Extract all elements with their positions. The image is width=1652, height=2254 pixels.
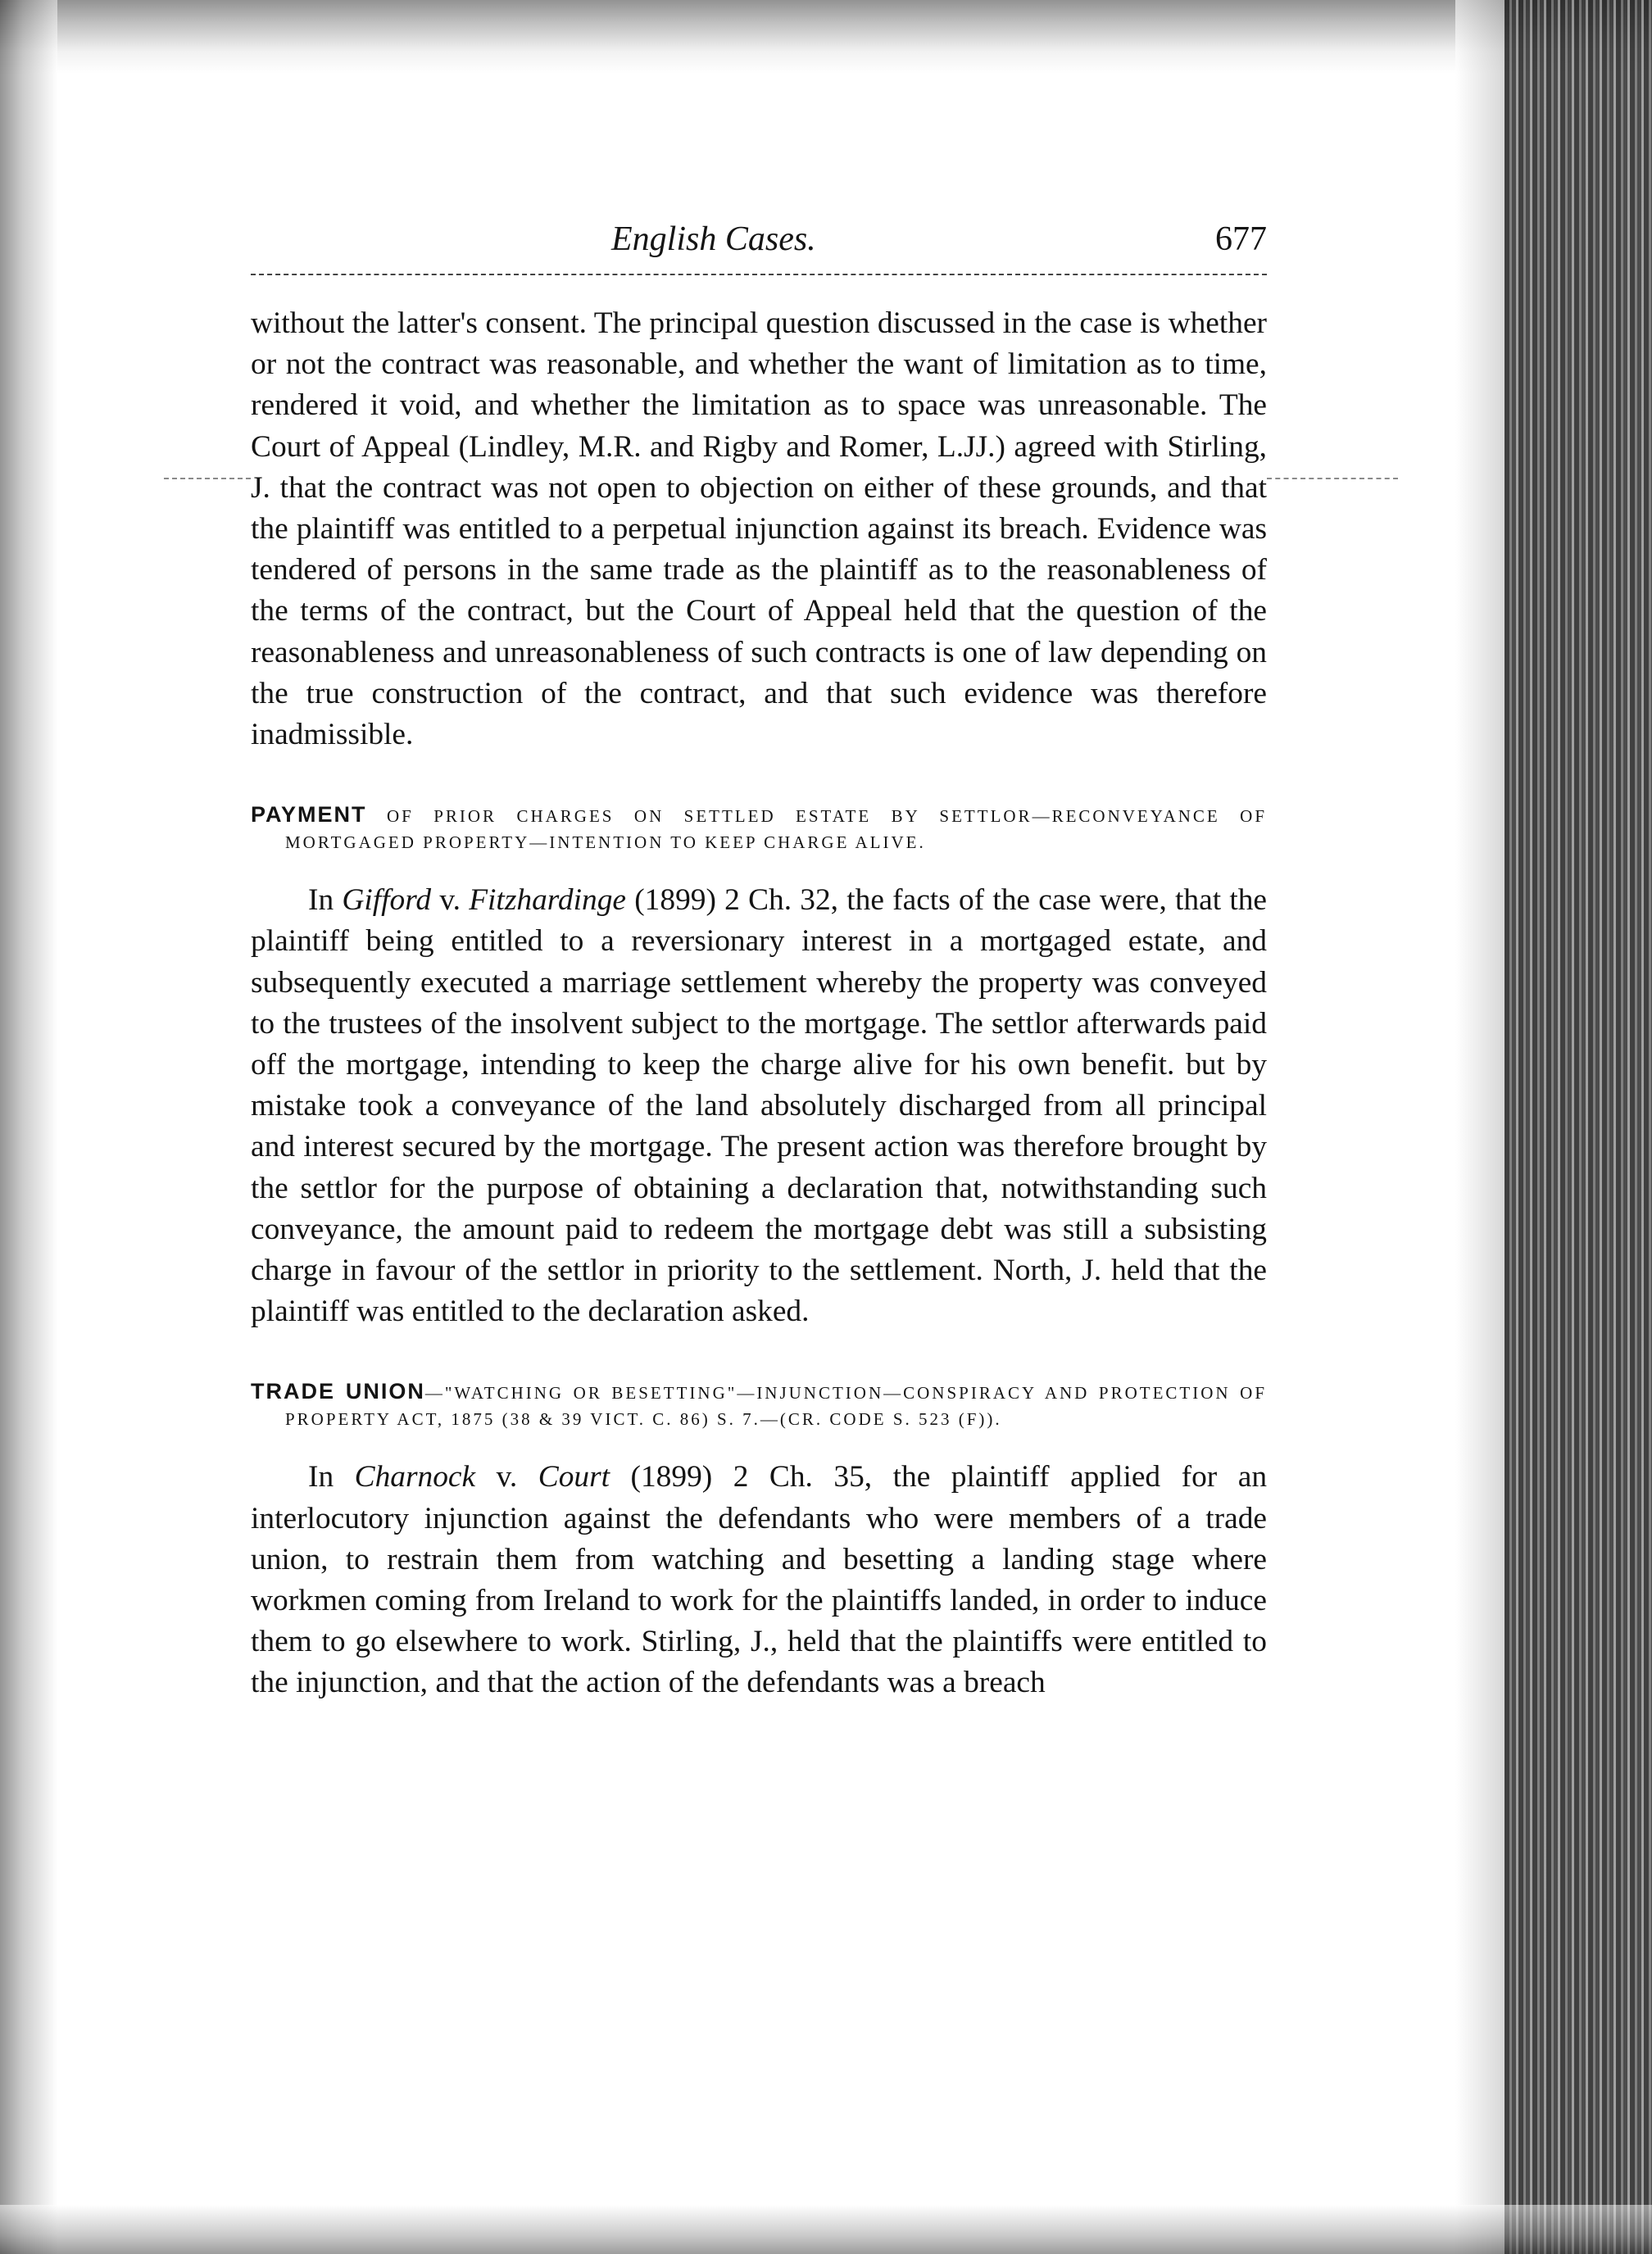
scan-edge-left: [0, 0, 57, 2254]
text-run: (1899) 2 Ch. 35, the plaintiff applied for an interlocutory injunction against the defendants who were members of a trade union, to restrain them from watching and besetting a landing stage where workmen coming from Ireland to work for the plaintiffs landed, in order to induce them to go elsewhere to work. Stirling, J., held that the plaintiffs were entitled to the injunction, and that the action of the defendants was a breach: [251, 1460, 1268, 1700]
paragraph-gifford-case: [251, 880, 1267, 1332]
headnote-text: OF PRIOR CHARGES ON SETTLED ESTATE BY SETTLOR—RECONVEYANCE OF MORTGAGED PROPERTY—INTENTION TO KEEP CHARGE ALIVE.: [285, 806, 1267, 853]
text-run: v.: [475, 1460, 538, 1494]
scan-edge-bottom: [0, 2205, 1652, 2254]
headnote-payment: [251, 801, 1267, 855]
headnote-trade-union: [251, 1378, 1267, 1432]
book-page: [251, 220, 1267, 1704]
text-run: v.: [431, 883, 470, 918]
margin-dash-right: [1267, 478, 1398, 479]
page-number: 677: [1215, 220, 1267, 258]
text-run: In: [308, 1460, 355, 1494]
running-title: English Cases.: [611, 220, 816, 258]
scan-edge-right-fade: [1455, 0, 1504, 2254]
headnote-keyword: TRADE UNION: [251, 1379, 425, 1404]
case-name-party-b: Court: [538, 1460, 610, 1494]
margin-dash-left: [164, 478, 251, 479]
headnote-text: —"WATCHING OR BESETTING"—INJUNCTION—CONSPIRACY AND PROTECTION OF PROPERTY ACT, 1875 (38 & 39 VICT. C. 86) S. 7.—(CR. CODE S. 523 (F)).: [285, 1383, 1268, 1430]
case-name-party-b: Fitzhardinge: [469, 883, 626, 918]
text-run: (1899) 2 Ch. 32, the facts of the case were, that the plaintiff being entitled to a reversionary interest in a mortgaged estate, and subsequently executed a marriage settlement whereby the property was conveyed to the trustees of the insolvent subject to the mortgage. The settlor afterwards paid off the mortgage, intending to keep the charge alive for his own benefit. but by mistake took a conveyance of the land absolutely discharged from all principal and interest secured by the mortgage. The present action was therefore brought by the settlor for the purpose of obtaining a declaration that, notwithstanding such conveyance, the amount paid to redeem the mortgage debt was still a subsisting charge in favour of the settlor in priority to the settlement. North, J. held that the plaintiff was entitled to the declaration asked.: [251, 883, 1268, 1329]
paragraph-continued: without the latter's consent. The principal question discussed in the case is whether or not the contract was reasonable, and whether the want of limitation as to time, rendered it void, and whether the limitation as to space was unreasonable. The Court of Appeal (Lindley, M.R. and Rigby and Romer, L.JJ.) agreed with Stirling, J. that the contract was not open to objection on either of these grounds, and that the plaintiff was entitled to a perpetual injunction against its breach. Evidence was tendered of persons in the same trade as the plaintiff as to the reasonableness of the terms of the contract, but the Court of Appeal held that the question of the reasonableness and unreasonableness of such contracts is one of law depending on the true construction of the contract, and that such evidence was therefore inadmissible.: [251, 306, 1267, 752]
case-name-party-a: Charnock: [354, 1460, 476, 1494]
case-name-party-a: Gifford: [342, 883, 432, 918]
scan-edge-right: [1504, 0, 1652, 2254]
running-head: [251, 220, 1267, 274]
scan-edge-top: [0, 0, 1652, 74]
text-run: In: [308, 883, 343, 918]
headnote-keyword: PAYMENT: [251, 802, 367, 828]
header-rule: [251, 274, 1267, 275]
paragraph-charnock-case: [251, 1457, 1267, 1703]
